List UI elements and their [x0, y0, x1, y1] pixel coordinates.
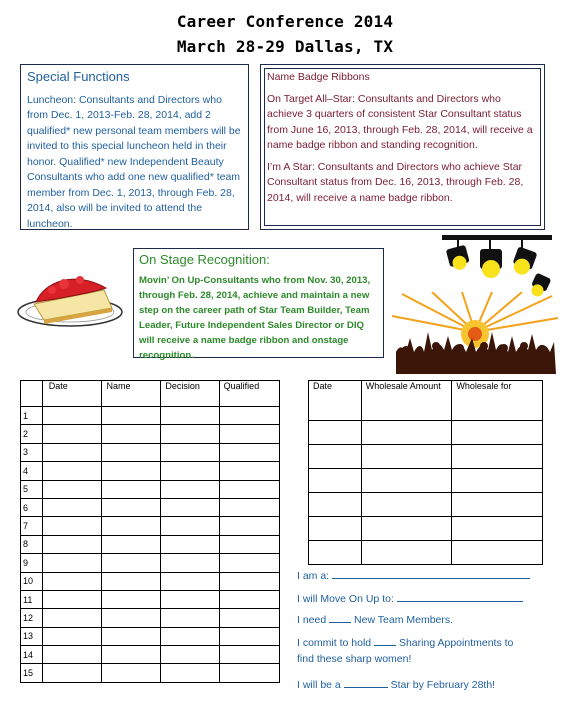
table-row	[21, 609, 280, 627]
table-cell[interactable]	[361, 493, 452, 517]
row-number: 3	[21, 443, 43, 461]
table-row	[21, 554, 280, 572]
table-row	[21, 425, 280, 443]
table-cell[interactable]	[161, 627, 219, 645]
table-cell[interactable]	[161, 443, 219, 461]
header-decision: Decision	[161, 381, 219, 407]
row-number: 6	[21, 498, 43, 516]
table-cell[interactable]	[219, 462, 279, 480]
table-cell[interactable]	[219, 609, 279, 627]
table-cell[interactable]	[42, 462, 102, 480]
table-row	[309, 517, 543, 541]
table-row	[21, 664, 280, 682]
table-cell[interactable]	[219, 480, 279, 498]
table-row	[309, 493, 543, 517]
title-line-2: March 28-29 Dallas, TX	[176, 37, 394, 56]
table-cell[interactable]	[102, 609, 161, 627]
table-cell[interactable]	[452, 445, 543, 469]
table-cell[interactable]	[42, 517, 102, 535]
table-cell[interactable]	[309, 541, 362, 565]
table-row	[21, 407, 280, 425]
table-cell[interactable]	[161, 646, 219, 664]
table-cell[interactable]	[42, 609, 102, 627]
blank-line[interactable]	[329, 612, 351, 623]
table-cell[interactable]	[42, 407, 102, 425]
table-cell[interactable]	[161, 664, 219, 682]
table-cell[interactable]	[452, 469, 543, 493]
header-wholesale-amount: Wholesale Amount	[361, 381, 452, 421]
table-cell[interactable]	[102, 627, 161, 645]
table-cell[interactable]	[102, 646, 161, 664]
table-cell[interactable]	[161, 590, 219, 608]
table-cell[interactable]	[219, 646, 279, 664]
table-header-row	[309, 381, 543, 421]
table-cell[interactable]	[42, 480, 102, 498]
table-cell[interactable]	[452, 493, 543, 517]
table-row	[21, 480, 280, 498]
table-cell[interactable]	[102, 554, 161, 572]
table-cell[interactable]	[219, 517, 279, 535]
special-functions-box	[20, 64, 249, 230]
name-badge-para-2: I’m A Star: Consultants and Directors who achieve Star Consultant status from Dec. 16, 2013, through Feb. 28, 2014, will receive a name badge ribbon.	[267, 160, 524, 204]
table-cell[interactable]	[42, 498, 102, 516]
row-number: 14	[21, 646, 43, 664]
table-cell[interactable]	[102, 535, 161, 553]
header-wholesale-for: Wholesale for	[452, 381, 543, 421]
table-row	[309, 469, 543, 493]
table-row	[21, 572, 280, 590]
row-number: 11	[21, 590, 43, 608]
table-cell[interactable]	[219, 572, 279, 590]
pledge-find-women: find these sharp women!	[297, 653, 412, 665]
pledge-commit: I commit to hold	[297, 637, 372, 649]
table-row	[21, 627, 280, 645]
table-cell[interactable]	[102, 498, 161, 516]
row-number: 5	[21, 480, 43, 498]
table-row	[309, 421, 543, 445]
header-qualified: Qualified	[219, 381, 279, 407]
table-cell[interactable]	[361, 517, 452, 541]
table-cell[interactable]	[309, 421, 362, 445]
table-cell[interactable]	[42, 590, 102, 608]
pledge-line-5	[297, 677, 495, 693]
name-badge-box	[260, 64, 545, 230]
table-cell[interactable]	[452, 517, 543, 541]
blank-line[interactable]	[344, 677, 388, 688]
pledge-move-on-up: I will Move On Up to:	[297, 593, 394, 605]
table-cell[interactable]	[161, 425, 219, 443]
stage-lights-image	[438, 231, 558, 301]
special-functions-body: Luncheon: Consultants and Directors who from Dec. 1, 2013-Feb. 28, 2014, add 2 qualified* new personal team members will be invited to this special luncheon held in their honor. Qualified* new Independent Beauty Consultants who add one new qualified* team member from Dec. 1, 2013, through Feb. 28, 2014, also will be invited to attend the luncheon.	[27, 93, 241, 230]
header-name: Name	[102, 381, 161, 407]
row-number: 7	[21, 517, 43, 535]
on-stage-heading: On Stage Recognition:	[139, 252, 270, 267]
row-number: 12	[21, 609, 43, 627]
table-cell[interactable]	[309, 445, 362, 469]
table-cell[interactable]	[361, 469, 452, 493]
table-cell[interactable]	[219, 590, 279, 608]
table-cell[interactable]	[161, 498, 219, 516]
table-cell[interactable]	[102, 590, 161, 608]
table-cell[interactable]	[102, 517, 161, 535]
row-number: 9	[21, 554, 43, 572]
table-cell[interactable]	[452, 541, 543, 565]
header-date: Date	[42, 381, 102, 407]
table-cell[interactable]	[42, 646, 102, 664]
table-cell[interactable]	[161, 480, 219, 498]
table-cell[interactable]	[219, 535, 279, 553]
pledge-will-be: I will be a	[297, 679, 341, 691]
header-cell	[21, 381, 43, 407]
table-cell[interactable]	[42, 664, 102, 682]
table-row	[21, 443, 280, 461]
table-cell[interactable]	[42, 554, 102, 572]
table-cell[interactable]	[42, 535, 102, 553]
table-row	[21, 498, 280, 516]
pledge-new-team-members: New Team Members.	[354, 614, 454, 626]
table-cell[interactable]	[42, 443, 102, 461]
table-header-row	[21, 381, 280, 407]
table-row	[21, 517, 280, 535]
crowd-image	[392, 292, 558, 374]
table-cell[interactable]	[452, 421, 543, 445]
table-cell[interactable]	[161, 407, 219, 425]
row-number: 8	[21, 535, 43, 553]
pledge-line-1	[297, 568, 530, 584]
row-number: 15	[21, 664, 43, 682]
table-cell[interactable]	[309, 517, 362, 541]
row-number: 10	[21, 572, 43, 590]
table-row	[21, 462, 280, 480]
table-cell[interactable]	[102, 443, 161, 461]
table-cell[interactable]	[219, 664, 279, 682]
table-cell[interactable]	[161, 609, 219, 627]
row-number: 4	[21, 462, 43, 480]
pledge-i-am-a: I am a:	[297, 570, 330, 582]
special-functions-heading: Special Functions	[27, 69, 130, 84]
table-cell[interactable]	[102, 480, 161, 498]
pledge-line-4	[297, 635, 513, 667]
table-cell[interactable]	[102, 462, 161, 480]
name-badge-heading: Name Badge Ribbons	[267, 71, 370, 83]
table-cell[interactable]	[219, 554, 279, 572]
title-line-1: Career Conference 2014	[176, 12, 394, 31]
pledge-line-3	[297, 612, 453, 628]
table-cell[interactable]	[161, 535, 219, 553]
pledge-i-need: I need	[297, 614, 327, 626]
table-cell[interactable]	[361, 421, 452, 445]
table-cell[interactable]	[309, 493, 362, 517]
cheesecake-image	[14, 262, 126, 332]
name-badge-para-1: On Target All–Star: Consultants and Directors who achieve 3 quarters of consistent Star Consultant status from June 16, 2013, through Feb. 28, 2014, will receive a name badge ribbon and standing recognition.	[267, 92, 533, 151]
table-row	[21, 590, 280, 608]
table-row	[309, 445, 543, 469]
recruit-tracking-table	[20, 380, 280, 683]
table-cell[interactable]	[102, 572, 161, 590]
table-cell[interactable]	[42, 627, 102, 645]
row-number: 2	[21, 425, 43, 443]
table-cell[interactable]	[42, 425, 102, 443]
table-cell[interactable]	[219, 627, 279, 645]
table-cell[interactable]	[102, 407, 161, 425]
table-cell[interactable]	[161, 517, 219, 535]
table-cell[interactable]	[361, 541, 452, 565]
table-cell[interactable]	[42, 572, 102, 590]
table-cell[interactable]	[161, 462, 219, 480]
table-row	[21, 646, 280, 664]
pledge-sharing: Sharing Appointments to	[398, 637, 514, 649]
table-row	[309, 541, 543, 565]
pledge-star-by: Star by February 28th!	[390, 679, 496, 691]
pledge-line-2	[297, 591, 523, 607]
blank-line[interactable]	[397, 591, 523, 602]
table-cell[interactable]	[161, 554, 219, 572]
row-number: 1	[21, 407, 43, 425]
row-number: 13	[21, 627, 43, 645]
header-date: Date	[309, 381, 362, 421]
table-cell[interactable]	[219, 498, 279, 516]
blank-line[interactable]	[332, 568, 530, 579]
table-cell[interactable]	[219, 425, 279, 443]
table-cell[interactable]	[219, 443, 279, 461]
wholesale-table	[308, 380, 543, 565]
table-cell[interactable]	[161, 572, 219, 590]
on-stage-body: Movin’ On Up-Consultants who from Nov. 30, 2013, through Feb. 28, 2014, achieve and maintain a new step on the career path of Star Team Builder, Team Leader, Future Independent Sales Director or DIQ will receive a name badge ribbon and onstage recognition.	[139, 274, 371, 361]
table-cell[interactable]	[309, 469, 362, 493]
blank-line[interactable]	[374, 635, 396, 646]
table-cell[interactable]	[102, 664, 161, 682]
table-cell[interactable]	[219, 407, 279, 425]
on-stage-box	[133, 248, 384, 361]
table-cell[interactable]	[102, 425, 161, 443]
table-cell[interactable]	[361, 445, 452, 469]
table-row	[21, 535, 280, 553]
